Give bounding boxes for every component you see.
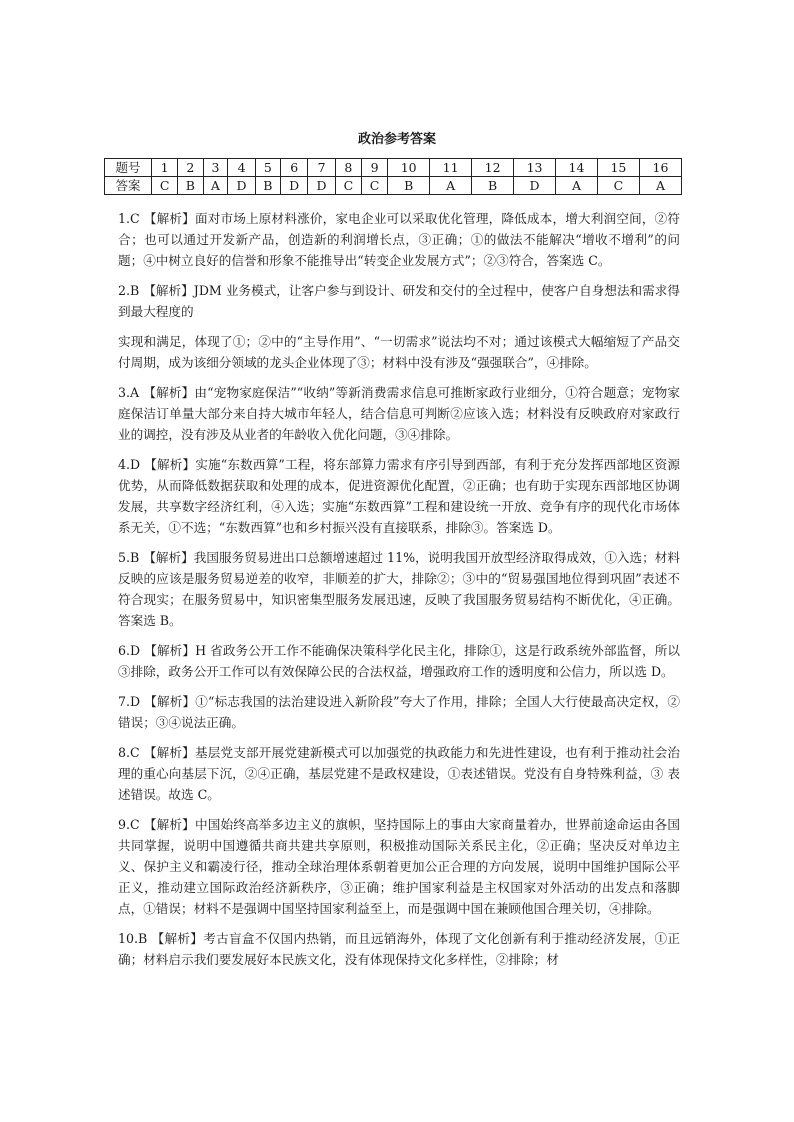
table-cell: C <box>335 177 361 195</box>
explanation-item <box>118 742 680 805</box>
table-cell: D <box>228 177 255 195</box>
item-number: 4.D <box>118 457 141 472</box>
explanation-item <box>118 928 680 970</box>
item-tag: 【解析】 <box>144 457 196 472</box>
page-title: 政治参考答案 <box>357 132 436 147</box>
item-number: 8.C <box>118 745 140 760</box>
explanation-item <box>118 814 680 919</box>
table-cell: A <box>430 177 472 195</box>
item-tag: 【解析】 <box>144 643 196 658</box>
table-cell: A <box>639 177 681 195</box>
item-tag: 【解析】 <box>143 211 195 226</box>
table-cell: B <box>388 177 430 195</box>
item-text: 实施“东数西算”工程，将东部算力需求有序引导到西部，有利于充分发挥西部地区资源优势，从而降低数据获取和处理的成本，促进资源优化配置，②正确；也有助于实现东西部地区协调发展，共享数字经济红利，④入选；实施“东数西算”工程和建设统一开放、竞争有序的现代化市场体系无关，①不选；“东数西算”也和乡村振兴没有直接联系，排除③。答案选 D。 <box>118 457 680 535</box>
explanation-item <box>118 208 680 271</box>
table-cell: 14 <box>556 159 598 177</box>
table-cell: 16 <box>639 159 681 177</box>
table-cell: D <box>281 177 308 195</box>
table-row-numbers <box>105 159 682 177</box>
item-number: 1.C <box>118 211 140 226</box>
item-number: 7.D <box>118 694 141 709</box>
explanation-item <box>118 454 680 538</box>
table-header-cell: 答案 <box>105 177 152 195</box>
table-cell: 1 <box>152 159 178 177</box>
table-header-cell: 题号 <box>105 159 152 177</box>
explanation-item <box>118 382 680 445</box>
table-cell: 11 <box>430 159 472 177</box>
table-cell: 15 <box>597 159 639 177</box>
item-text: 基层党支部开展党建新模式可以加强党的执政能力和先进性建设，也有利于推动社会治理的重心向基层下沉，②④正确，基层党建不是政权建设，①表述错误。党没有自身特殊利益，③ 表述错误。故选 C。 <box>118 745 681 802</box>
item-number: 10.B <box>118 931 148 946</box>
table-cell: 2 <box>178 159 203 177</box>
explanation-item <box>118 547 680 631</box>
item-text: 我国服务贸易进出口总额增速超过 11%，说明我国开放型经济取得成效，①入选；材料反映的应该是服务贸易逆差的收窄，非顺差的扩大，排除②；③中的“贸易强国地位得到巩固”表述不符合现实；在服务贸易中，知识密集型服务发展迅速，反映了我国服务贸易结构不断优化，④正确。答案选 B。 <box>118 550 680 628</box>
item-tag: 【解析】 <box>143 550 194 565</box>
table-cell: B <box>178 177 203 195</box>
table-cell: 3 <box>203 159 228 177</box>
table-cell: 5 <box>255 159 280 177</box>
table-cell: 6 <box>281 159 308 177</box>
table-cell: 12 <box>472 159 514 177</box>
item-text: H 省政务公开工作不能确保决策科学化民主化，排除①，这是行政系统外部监督，所以③排除，政务公开工作可以有效保障公民的合法权益，增强政府工作的透明度和公信力，所以选 D。 <box>118 643 680 679</box>
answer-table <box>104 158 682 195</box>
table-cell: B <box>472 177 514 195</box>
item-number: 9.C <box>118 817 140 832</box>
table-cell: C <box>597 177 639 195</box>
explanation-list <box>118 208 680 979</box>
item-text: 考古盲盒不仅国内热销，而且远销海外，体现了文化创新有利于推动经济发展，①正确；材料启示我们要发展好本民族文化，没有体现保持文化多样性，②排除；材 <box>118 931 681 967</box>
item-tag: 【解析】 <box>151 931 204 946</box>
item-text: JDM 业务模式，让客户参与到设计、研发和交付的全过程中，使客户自身想法和需求得到最大程度的 <box>118 283 680 319</box>
table-cell: 4 <box>228 159 255 177</box>
explanation-item <box>118 640 680 682</box>
item-number: 3.A <box>118 385 140 400</box>
explanation-item <box>118 691 680 733</box>
table-cell: 7 <box>308 159 335 177</box>
table-cell: D <box>308 177 335 195</box>
item-text: 中国始终高举多边主义的旗帜，坚持国际上的事由大家商量着办，世界前途命运由各国共同掌握，说明中国遵循共商共建共享原则，积极推动国际关系民主化，②正确；坚决反对单边主义、保护主义和霸凌行径，推动全球治理体系朝着更加公正合理的方向发展，说明中国维护国际公平正义，推动建立国际政治经济新秩序，③正确；维护国家利益是主权国家对外活动的出发点和落脚点，①错误；材料不是强调中国坚持国家利益至上，而是强调中国在兼顾他国合理关切，④排除。 <box>118 817 681 916</box>
item-tag: 【解析】 <box>144 694 196 709</box>
item-text: 由“宠物家庭保洁”“收纳”等新消费需求信息可推断家政行业细分，①符合题意；宠物家庭保洁订单量大部分来自持大城市年轻人，结合信息可判断②应该入选；材料没有反映政府对家政行业的调控，没有涉及从业者的年龄收入优化问题，③④排除。 <box>118 385 680 442</box>
item-number: 6.D <box>118 643 141 658</box>
table-cell: 9 <box>361 159 387 177</box>
item-number: 5.B <box>118 550 140 565</box>
explanation-item <box>118 280 680 322</box>
table-cell: C <box>361 177 387 195</box>
table-cell: 8 <box>335 159 361 177</box>
table-cell: C <box>152 177 178 195</box>
item-number: 2.B <box>118 283 140 298</box>
item-tag: 【解析】 <box>143 745 195 760</box>
item-tag: 【解析】 <box>143 385 195 400</box>
table-row-answers <box>105 177 682 195</box>
table-cell: B <box>255 177 280 195</box>
table-cell: A <box>556 177 598 195</box>
table-cell: A <box>203 177 228 195</box>
table-cell: 10 <box>388 159 430 177</box>
table-cell: D <box>514 177 556 195</box>
table-cell: 13 <box>514 159 556 177</box>
item-tag: 【解析】 <box>143 817 195 832</box>
item-text: 实现和满足，体现了①；②中的“主导作用”、“一切需求”说法均不对；通过该模式大幅缩短了产品交付周期，成为该细分领域的龙头企业体现了③；材料中没有涉及“强强联合”，④排除。 <box>118 334 680 370</box>
explanation-item <box>118 331 680 373</box>
item-tag: 【解析】 <box>143 283 194 298</box>
item-text: 面对市场上原材料涨价，家电企业可以采取优化管理，降低成本，增大利润空间，②符合；也可以通过开发新产品，创造新的利润增长点，③正确；①的做法不能解决“增收不增利”的问题；④中树立良好的信誉和形象不能推导出“转变企业发展方式”；②③符合，答案选 C。 <box>118 211 681 268</box>
item-text: ①“标志我国的法治建设进入新阶段”夸大了作用，排除；全国人大行使最高决定权，②错误；③④说法正确。 <box>118 694 680 730</box>
